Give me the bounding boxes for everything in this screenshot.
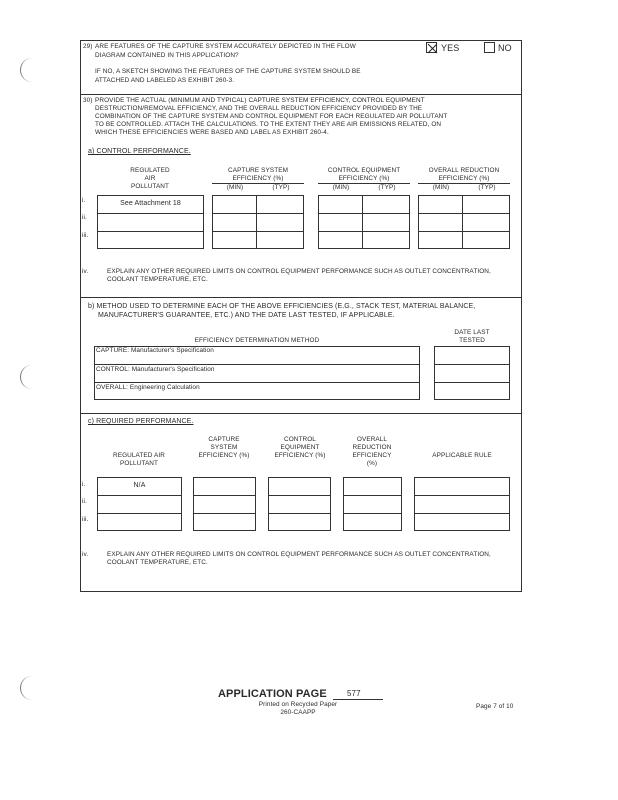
divider-section-b: [80, 297, 522, 298]
section-b-line1: b) METHOD USED TO DETERMINE EACH OF THE ABOVE EFFICIENCIES (E.G., STACK TEST, MATERIAL BALANCE,: [88, 303, 476, 310]
recycled-note: Printed on Recycled Paper: [258, 701, 338, 708]
punch-hole-top: [20, 58, 33, 82]
col-c-rule: APPLICABLE RULE: [432, 452, 492, 459]
table-c-rule-grid[interactable]: [414, 477, 510, 531]
table-a-capture-split: [256, 195, 257, 249]
table-c-capture-row-line: [193, 513, 256, 514]
table-c-overall-row-line: [343, 495, 402, 496]
page-of: Page 7 of 10: [476, 703, 514, 710]
table-c-capture-row-line: [193, 495, 256, 496]
punch-hole-middle: [20, 365, 33, 389]
table-a-control-row-line: [318, 231, 410, 232]
table-a-control-row-line: [318, 213, 410, 214]
section-a-iv-label: iv.: [82, 268, 89, 275]
table-c-rule-row-line: [414, 513, 510, 514]
col-c-control-2: EQUIPMENT: [280, 444, 320, 451]
table-c-rule-row-line: [414, 495, 510, 496]
method-row-line: [94, 382, 420, 383]
table-a-capture-grid[interactable]: [212, 195, 304, 249]
divider-section-c: [80, 413, 522, 414]
col-a-overall-2: EFFICIENCY (%): [438, 175, 490, 182]
section-b-line2: MANUFACTURER'S GUARANTEE, ETC.) AND THE DATE LAST TESTED, IF APPLICABLE.: [98, 312, 395, 319]
q29-note-line1: IF NO, A SKETCH SHOWING THE FEATURES OF THE CAPTURE SYSTEM SHOULD BE: [95, 68, 361, 75]
row-c-label-i: i.: [82, 481, 86, 488]
q29-question-line1: ARE FEATURES OF THE CAPTURE SYSTEM ACCURATELY DEPICTED IN THE FLOW: [95, 43, 356, 50]
table-a-pollutant-row-line: [97, 231, 204, 232]
col-a-control-2: EFFICIENCY (%): [338, 175, 390, 182]
date-tested-table[interactable]: [434, 346, 510, 400]
section-c-iv-label: iv.: [82, 551, 89, 558]
col-a-capture-2: EFFICIENCY (%): [232, 175, 284, 182]
col-a-control-typ: (TYP): [378, 184, 396, 191]
section-c-iv-line2: COOLANT TEMPERATURE, ETC.: [107, 559, 208, 566]
col-c-capture-2: SYSTEM: [210, 444, 238, 451]
col-a-pollutant-1: REGULATED: [130, 167, 170, 174]
table-a-control-grid[interactable]: [318, 195, 410, 249]
q30-number: 30): [83, 97, 93, 104]
table-a-capture-row-line: [212, 213, 304, 214]
row-a-label-i: i.: [82, 197, 86, 204]
col-a-overall-min: (MIN): [432, 184, 450, 191]
table-a-pollutant-i[interactable]: See Attachment 18: [120, 200, 181, 207]
table-a-control-split: [362, 195, 363, 249]
table-c-control-grid[interactable]: [268, 477, 331, 531]
q29-number: 29): [83, 43, 93, 50]
section-a-iv-line2: COOLANT TEMPERATURE, ETC.: [107, 276, 208, 283]
row-a-label-iii: iii.: [82, 232, 89, 239]
check-x-icon: [427, 43, 438, 54]
date-row-line: [434, 364, 510, 365]
col-c-overall-3: EFFICIENCY: [352, 452, 392, 459]
col-a-overall-1: OVERALL REDUCTION: [428, 167, 500, 174]
row-c-label-iii: iii.: [82, 516, 89, 523]
application-page-underline: [333, 699, 383, 700]
table-c-pollutant-row-line: [97, 513, 182, 514]
method-row-control[interactable]: CONTROL: Manufacturer's Specification: [96, 366, 215, 373]
table-c-pollutant-i[interactable]: N/A: [133, 482, 146, 489]
q30-line5: WHICH THESE EFFICIENCIES WERE BASED AND LABEL AS EXHIBIT 260-4.: [95, 129, 329, 136]
col-c-control-3: EFFICIENCY (%): [274, 452, 326, 459]
q29-note-line2: ATTACHED AND LABELED AS EXHIBIT 260-3.: [95, 77, 235, 84]
section-a-title: a) CONTROL PERFORMANCE.: [88, 148, 191, 155]
col-a-pollutant-2: AIR: [144, 175, 156, 182]
q30-line2: DESTRUCTION/REMOVAL EFFICIENCY, AND THE OVERALL REDUCTION EFFICIENCY PROVIDED BY THE: [95, 105, 423, 112]
col-c-capture-3: EFFICIENCY (%): [198, 452, 250, 459]
table-a-overall-row-line: [418, 213, 510, 214]
method-header: EFFICIENCY DETERMINATION METHOD: [194, 337, 320, 344]
q30-line4: TO BE CONTROLLED. ATTACH THE CALCULATIONS. TO THE EXTENT THEY ARE AIR EMISSIONS RELATED, ON: [95, 121, 442, 128]
table-c-control-row-line: [268, 513, 331, 514]
punch-hole-bottom: [20, 676, 33, 700]
no-label: NO: [498, 43, 512, 53]
col-a-overall-typ: (TYP): [478, 184, 496, 191]
table-a-overall-row-line: [418, 231, 510, 232]
section-c-title: c) REQUIRED PERFORMANCE.: [88, 418, 194, 425]
section-c-iv-line1: EXPLAIN ANY OTHER REQUIRED LIMITS ON CONTROL EQUIPMENT PERFORMANCE SUCH AS OUTLET CONCENTRATION,: [107, 551, 491, 558]
date-row-line: [434, 382, 510, 383]
date-header-2: TESTED: [459, 337, 485, 344]
col-c-capture-1: CAPTURE: [208, 436, 240, 443]
col-a-capture-min: (MIN): [226, 184, 244, 191]
table-c-capture-grid[interactable]: [193, 477, 256, 531]
table-c-control-row-line: [268, 495, 331, 496]
col-a-capture-typ: (TYP): [272, 184, 290, 191]
col-a-control-1: CONTROL EQUIPMENT: [327, 167, 401, 174]
table-c-overall-row-line: [343, 513, 402, 514]
date-header-1: DATE LAST: [454, 329, 490, 336]
table-c-pollutant-row-line: [97, 495, 182, 496]
row-a-label-ii: ii.: [82, 214, 87, 221]
q29-question-line2: DIAGRAM CONTAINED IN THIS APPLICATION?: [95, 52, 239, 59]
q30-line1: PROVIDE THE ACTUAL (MINIMUM AND TYPICAL) CAPTURE SYSTEM EFFICIENCY, CONTROL EQUIPMENT: [95, 97, 425, 104]
col-a-pollutant-3: POLLUTANT: [130, 183, 170, 190]
table-a-overall-grid[interactable]: [418, 195, 510, 249]
q30-line3: COMBINATION OF THE CAPTURE SYSTEM AND CONTROL EQUIPMENT FOR EACH REGULATED AIR POLLUTANT: [95, 113, 448, 120]
divider-q29: [80, 94, 522, 95]
col-c-pollutant-1: REGULATED AIR: [113, 452, 165, 459]
section-a-iv-line1: EXPLAIN ANY OTHER REQUIRED LIMITS ON CONTROL EQUIPMENT PERFORMANCE SUCH AS OUTLET CONCENTRATION,: [107, 268, 491, 275]
yes-label: YES: [441, 43, 460, 53]
no-checkbox[interactable]: [484, 42, 495, 53]
col-c-overall-1: OVERALL: [356, 436, 388, 443]
col-c-overall-2: REDUCTION: [352, 444, 392, 451]
table-a-pollutant-row-line: [97, 213, 204, 214]
yes-checkbox[interactable]: [426, 42, 437, 53]
col-c-pollutant-2: POLLUTANT: [119, 460, 159, 467]
table-c-overall-grid[interactable]: [343, 477, 402, 531]
table-a-overall-split: [462, 195, 463, 249]
col-a-control-min: (MIN): [332, 184, 350, 191]
application-page-label: APPLICATION PAGE: [218, 688, 327, 700]
method-row-capture[interactable]: CAPTURE: Manufacturer's Specification: [96, 347, 214, 354]
col-c-overall-4: (%): [366, 460, 378, 467]
col-a-capture-1: CAPTURE SYSTEM: [228, 167, 288, 174]
table-a-capture-row-line: [212, 231, 304, 232]
application-page-number: 577: [347, 689, 361, 698]
method-row-overall[interactable]: OVERALL: Engineering Calculation: [96, 384, 200, 391]
col-c-control-1: CONTROL: [284, 436, 316, 443]
method-row-line: [94, 364, 420, 365]
form-id: 260-CAAPP: [280, 709, 316, 716]
row-c-label-ii: ii.: [82, 498, 87, 505]
